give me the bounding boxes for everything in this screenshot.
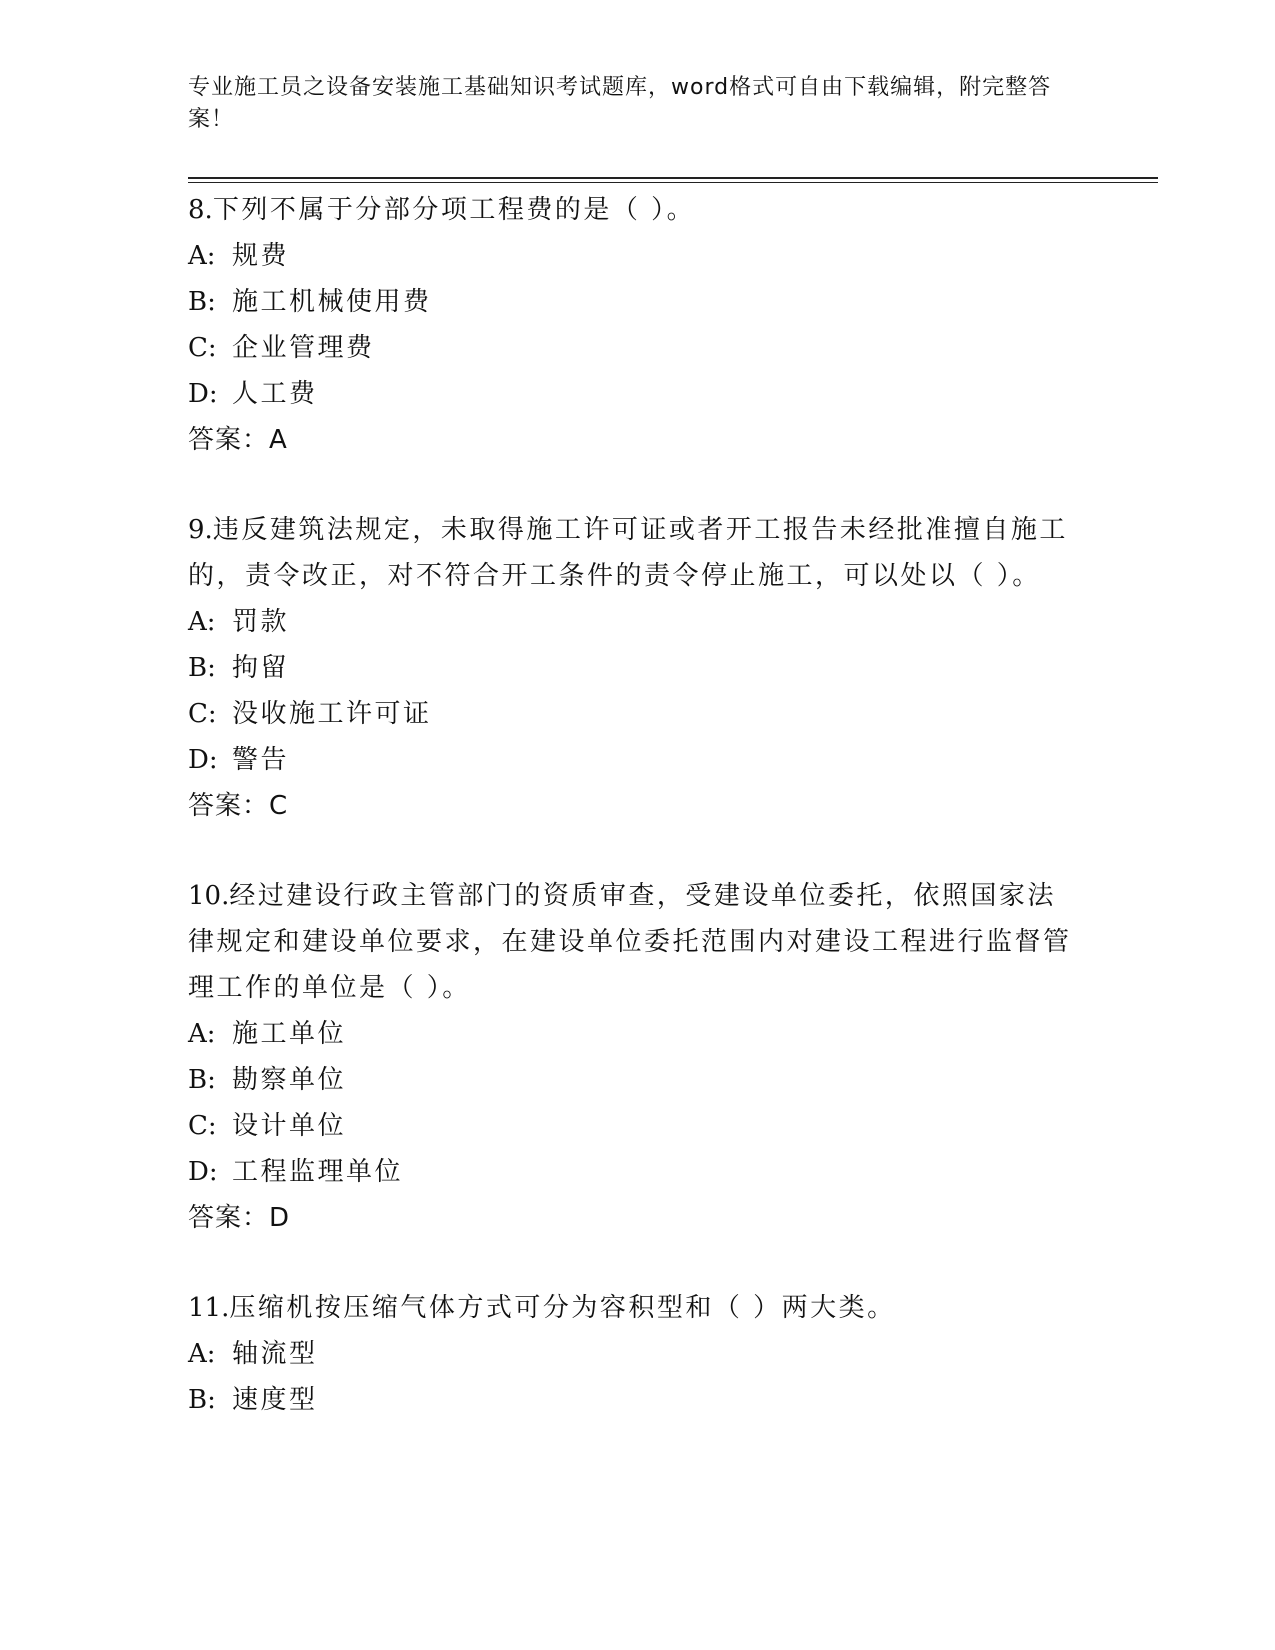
- question-text: 压缩机按压缩气体方式可分为容积型和（ ）两大类。: [229, 1293, 896, 1323]
- option-c: [188, 691, 1148, 737]
- answer-line: 答案：C: [188, 791, 289, 821]
- option-letter: D:: [188, 745, 218, 775]
- option-text: 企业管理费: [232, 333, 375, 363]
- question-10: [188, 873, 1148, 1241]
- question-text: 违反建筑法规定，未取得施工许可证或者开工报告未经批准擅自施工的，责令改正，对不符合开工条件的责令停止施工，可以处以（ ）。: [188, 515, 1068, 591]
- option-letter: C:: [188, 333, 217, 363]
- option-a: [188, 1331, 1148, 1377]
- answer-line: 答案：A: [188, 425, 288, 455]
- option-letter: B:: [188, 1065, 216, 1095]
- option-text: 拘留: [232, 653, 290, 683]
- question-text: 下列不属于分部分项工程费的是（ ）。: [212, 195, 696, 225]
- option-text: 罚款: [232, 607, 290, 637]
- option-text: 规费: [232, 241, 290, 271]
- question-number: 11.: [188, 1293, 230, 1323]
- option-text: 勘察单位: [232, 1065, 347, 1095]
- option-letter: B:: [188, 1385, 216, 1415]
- option-d: [188, 371, 1148, 417]
- option-letter: D:: [188, 379, 218, 409]
- option-b: [188, 279, 1148, 325]
- header-divider-thick: [188, 177, 1158, 179]
- option-a: [188, 1011, 1148, 1057]
- question-8: [188, 187, 1148, 463]
- option-letter: A:: [188, 1339, 216, 1369]
- option-a: [188, 233, 1148, 279]
- option-letter: A:: [188, 607, 216, 637]
- option-text: 设计单位: [232, 1111, 347, 1141]
- question-text: 经过建设行政主管部门的资质审查，受建设单位委托，依照国家法律规定和建设单位要求，在建设单位委托范围内对建设工程进行监督管理工作的单位是（ ）。: [188, 881, 1072, 1003]
- option-letter: C:: [188, 699, 217, 729]
- answer-line: 答案：D: [188, 1203, 291, 1233]
- option-text: 人工费: [232, 379, 318, 409]
- question-list: [188, 187, 1148, 1467]
- option-c: [188, 1103, 1148, 1149]
- question-11: [188, 1285, 1148, 1423]
- option-b: [188, 1057, 1148, 1103]
- option-text: 警告: [232, 745, 290, 775]
- question-number: 8.: [188, 195, 213, 225]
- option-text: 施工机械使用费: [232, 287, 432, 317]
- option-letter: B:: [188, 287, 216, 317]
- option-letter: A:: [188, 241, 216, 271]
- option-letter: B:: [188, 653, 216, 683]
- option-letter: D:: [188, 1157, 218, 1187]
- option-d: [188, 737, 1148, 783]
- document-header: 专业施工员之设备安装施工基础知识考试题库，word格式可自由下载编辑，附完整答案！: [188, 75, 1052, 132]
- option-b: [188, 645, 1148, 691]
- option-a: [188, 599, 1148, 645]
- option-d: [188, 1149, 1148, 1195]
- option-b: [188, 1377, 1148, 1423]
- question-9: [188, 507, 1148, 829]
- option-text: 没收施工许可证: [232, 699, 432, 729]
- question-stem: [188, 873, 1078, 1011]
- option-text: 施工单位: [232, 1019, 347, 1049]
- header-divider-thin: [188, 182, 1158, 183]
- question-number: 9.: [188, 515, 213, 545]
- question-number: 10.: [188, 881, 230, 911]
- question-stem: [188, 507, 1078, 599]
- option-letter: C:: [188, 1111, 217, 1141]
- option-text: 轴流型: [232, 1339, 318, 1369]
- option-letter: A:: [188, 1019, 216, 1049]
- question-stem: [188, 1285, 1078, 1331]
- option-text: 工程监理单位: [232, 1157, 404, 1187]
- question-stem: [188, 187, 1078, 233]
- option-c: [188, 325, 1148, 371]
- option-text: 速度型: [232, 1385, 318, 1415]
